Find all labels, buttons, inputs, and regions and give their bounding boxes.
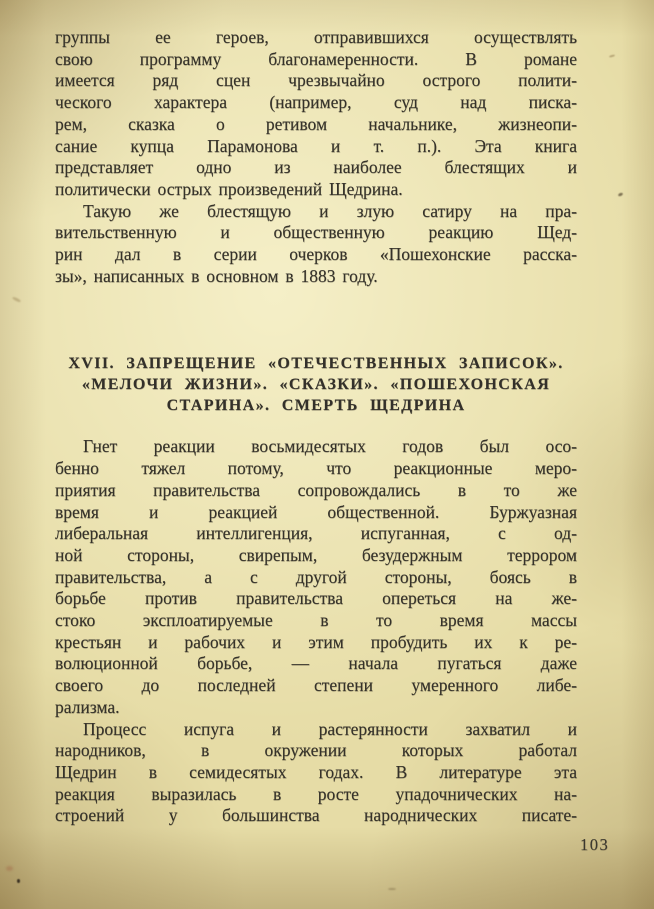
paper-stain [609, 54, 615, 57]
body-paragraph [55, 436, 577, 718]
text-line: бенно тяжел потому, что реакционные меро- [55, 458, 577, 479]
text-line: группы ее героев, отправившихся осуществлять [55, 27, 577, 47]
text-line: Процесс испуга и растерянности захватил и [83, 718, 577, 739]
text-line: вительственную и общественную реакцию Щед- [55, 222, 577, 243]
text-line: борьбе против правительства опереться на же- [55, 588, 577, 609]
text-line: Такую же блестящую и злую сатиру на пра- [83, 200, 577, 221]
paper-stain [6, 866, 13, 871]
text-line: ческого характера (например, суд над писка- [55, 92, 577, 113]
text-line: реакция выразилась в росте упадочнических на- [55, 783, 577, 804]
text-line: сание купца Парамонова и т. п.). Эта книга [55, 135, 577, 156]
text-line: Щедрин в семидесятых годах. В литературе эта [55, 761, 577, 782]
text-line: правительства, а с другой стороны, боясь в [55, 566, 577, 587]
text-line: стоко эксплоатируемые в то время массы [55, 610, 577, 631]
heading-line: XVII. ЗАПРЕЩЕНИЕ «ОТЕЧЕСТВЕННЫХ ЗАПИСОК». [68, 355, 564, 373]
page-number: 103 [580, 835, 610, 854]
text-block [55, 27, 577, 827]
text-line: имеется ряд сцен чрезвычайно острого полити- [55, 70, 577, 91]
paper-stain [388, 888, 396, 890]
text-line: строений у большинства народнических писате- [55, 805, 577, 826]
text-line: время и реакцией общественной. Буржуазная [55, 501, 577, 522]
text-line: свою программу благонамеренности. В романе [55, 48, 577, 69]
text-line: крестьян и рабочих и этим пробудить их к ре- [55, 631, 577, 652]
paper-stain [12, 296, 21, 303]
body-paragraph [55, 719, 577, 828]
text-line: зы», написанных в основном в 1883 году. [55, 265, 378, 286]
text-line: политически острых произведений Щедрина. [55, 178, 403, 199]
text-line: ной стороны, свирепым, безудержным террором [55, 544, 577, 565]
text-line: рин дал в серии очерков «Пошехонские расска- [55, 244, 577, 265]
text-line: своего до последней степени умеренного либе- [55, 675, 577, 696]
body-paragraph [55, 27, 577, 201]
heading-line: СТАРИНА». СМЕРТЬ ЩЕДРИНА [166, 397, 466, 415]
text-line: либеральная интеллигенция, испуганная, с од- [55, 523, 577, 544]
section-heading [55, 353, 577, 416]
body-paragraph [55, 201, 577, 288]
text-line: волюционной борьбе, — начала пугаться даже [55, 653, 577, 674]
text-line: Гнет реакции восьмидесятых годов был осо- [83, 436, 577, 457]
text-line: народников, в окружении которых работал [55, 740, 577, 761]
ink-speck [618, 192, 624, 197]
ink-speck [17, 879, 20, 883]
text-line: приятия правительства сопровождались в то же [55, 479, 577, 500]
text-line: рем, сказка о ретивом начальнике, жизнеопи- [55, 113, 577, 134]
heading-line: «МЕЛОЧИ ЖИЗНИ». «СКАЗКИ». «ПОШЕХОНСКАЯ [81, 376, 551, 394]
text-line: рализма. [55, 696, 120, 717]
text-line: представляет одно из наиболее блестящих и [55, 157, 577, 178]
